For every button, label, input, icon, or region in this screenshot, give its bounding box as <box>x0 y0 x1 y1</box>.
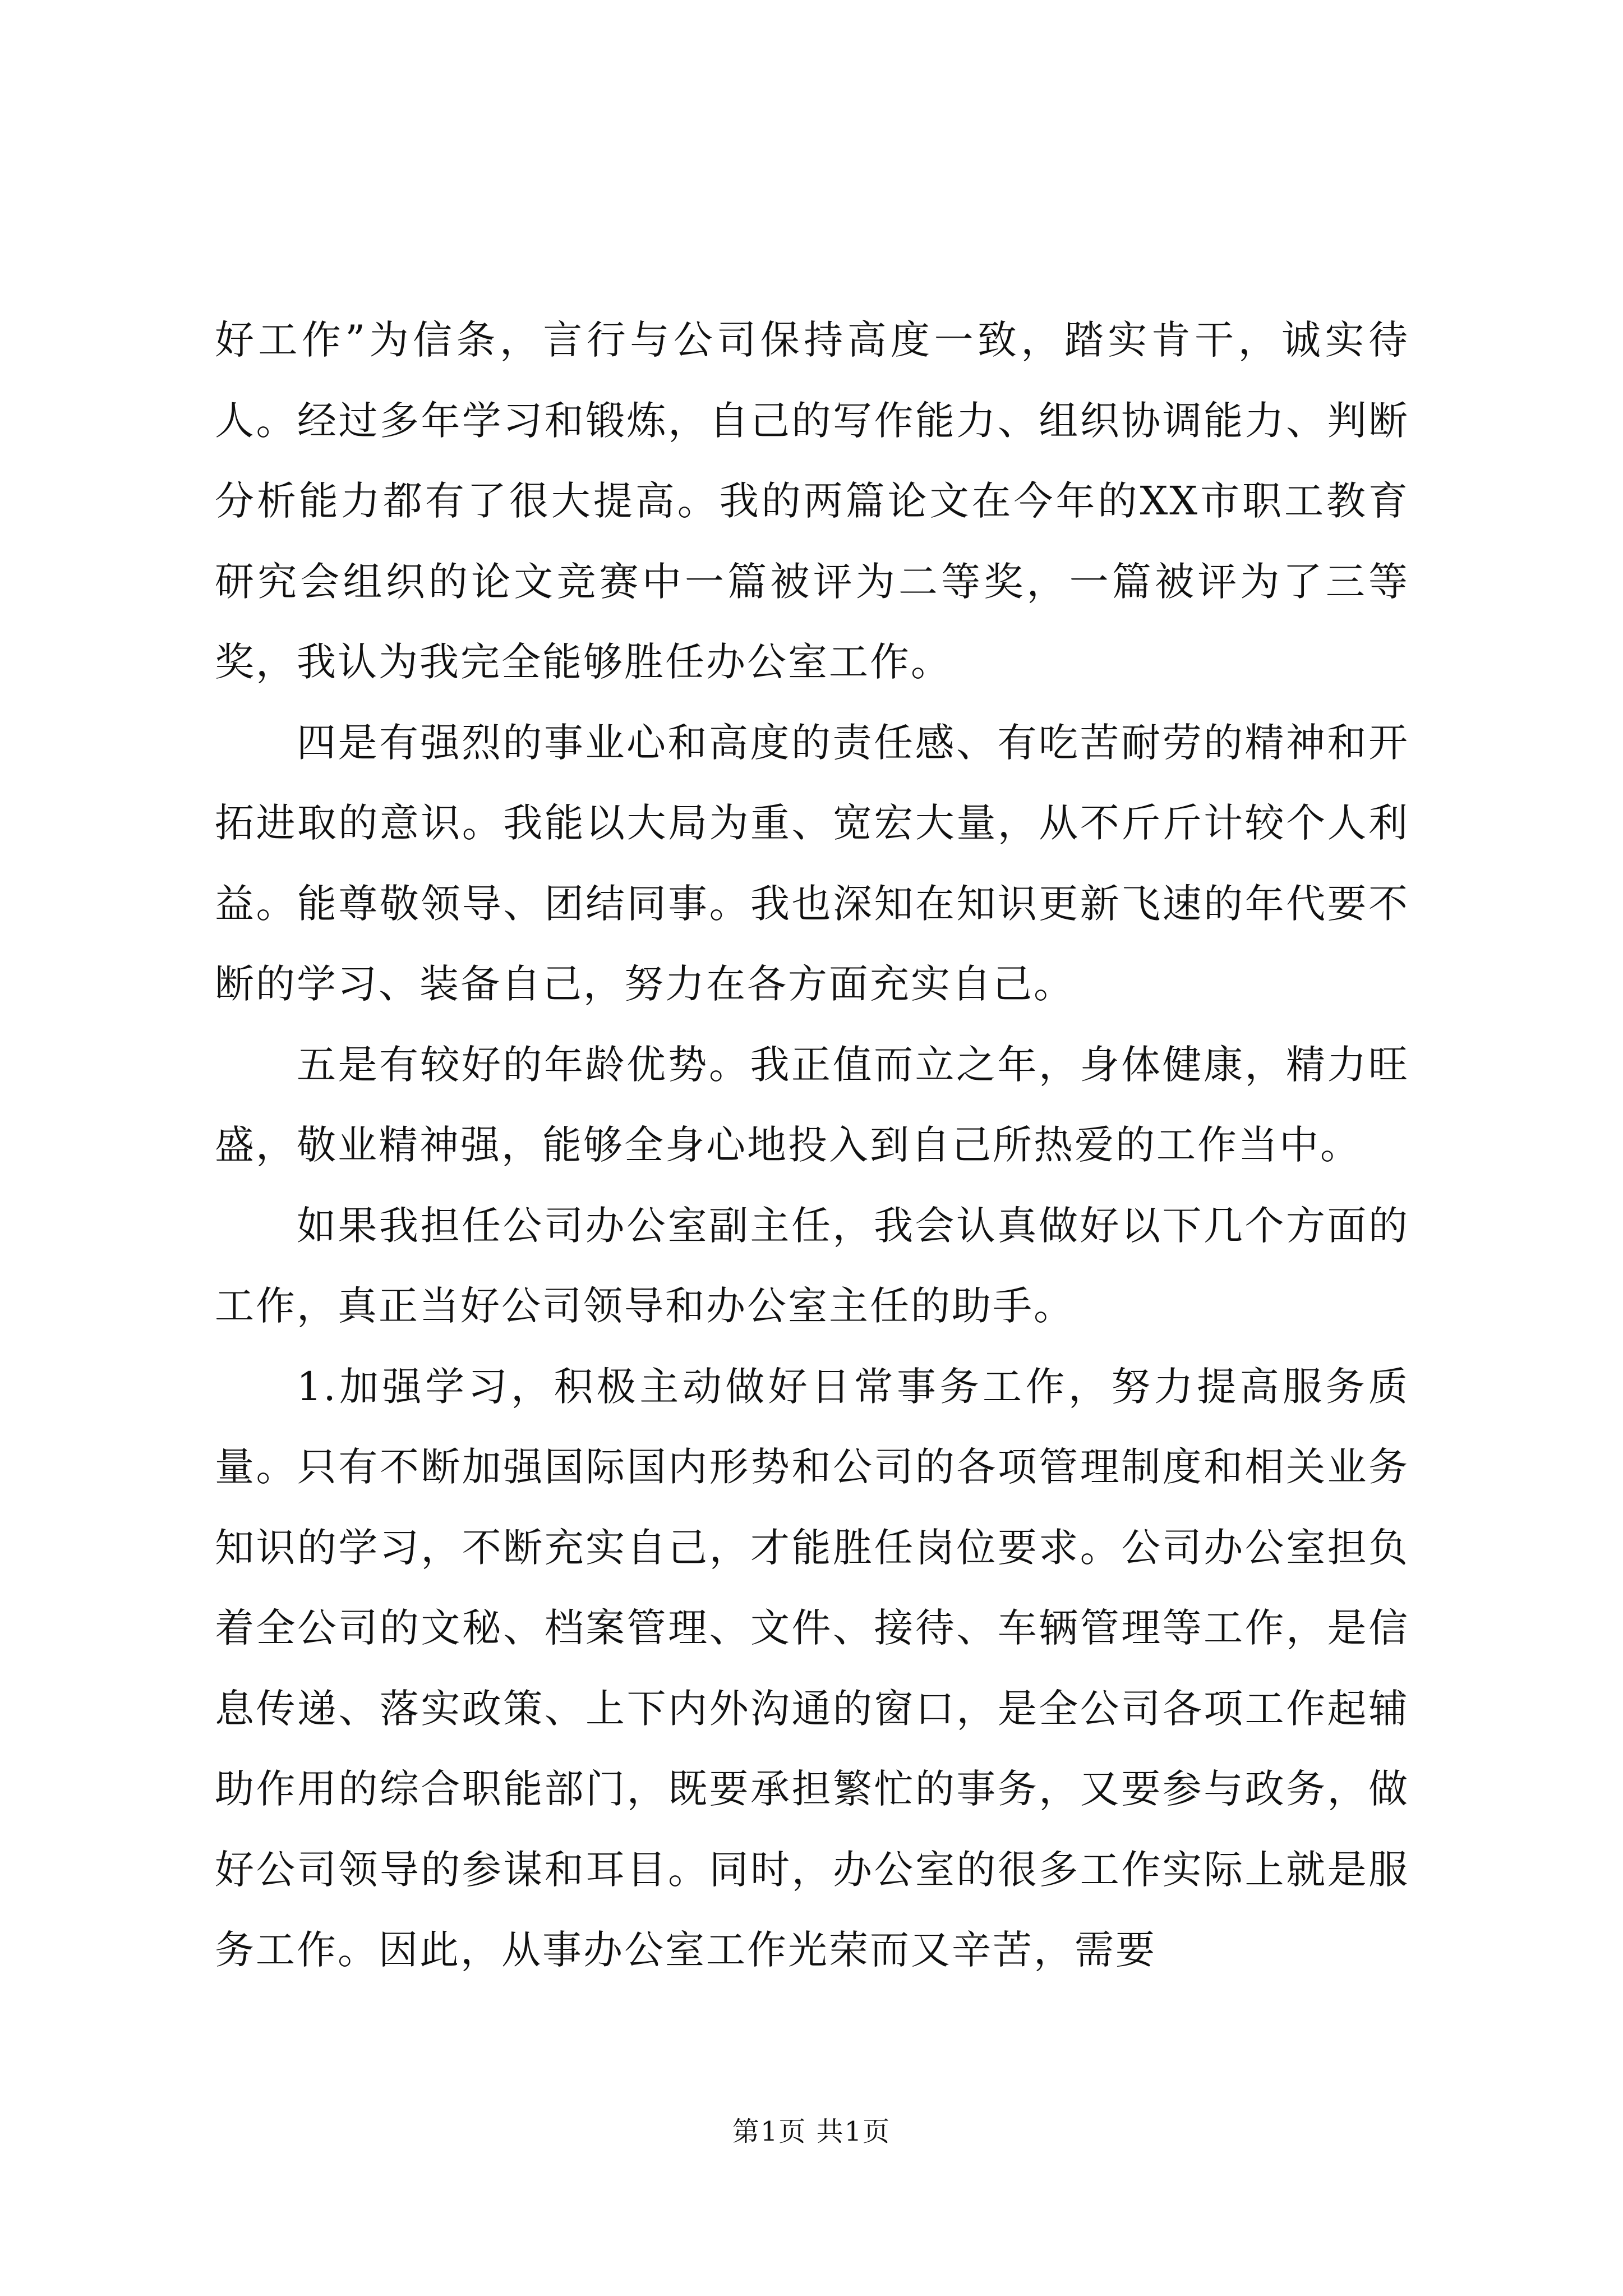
paragraph-point-five: 五是有较好的年龄优势。我正值而立之年，身体健康，精力旺盛，敬业精神强，能够全身心地投入到自己所热爱的工作当中。 <box>215 1041 1409 1168</box>
paragraph-continuation: 好工作”为信条，言行与公司保持高度一致，踏实肯干，诚实待人。经过多年学习和锻炼，自己的写作能力、组织协调能力、判断分析能力都有了很大提高。我的两篇论文在今年的XX市职工教育研究会组织的论文竞赛中一篇被评为二等奖，一篇被评为了三等奖，我认为我完全能够胜任办公室工作。 <box>215 317 1409 685</box>
page-footer: 第1页 共1页 <box>732 2116 891 2147</box>
document-body <box>215 300 1409 1991</box>
paragraph-if-appointed: 如果我担任公司办公室副主任，我会认真做好以下几个方面的工作，真正当好公司领导和办公室主任的助手。 <box>215 1202 1409 1329</box>
paragraph-item-one: 1.加强学习，积极主动做好日常事务工作，努力提高服务质量。只有不断加强国际国内形势和公司的各项管理制度和相关业务知识的学习，不断充实自己，才能胜任岗位要求。公司办公室担负着全公司的文秘、档案管理、文件、接待、车辆管理等工作，是信息传递、落实政策、上下内外沟通的窗口，是全公司各项工作起辅助作用的综合职能部门，既要承担繁忙的事务，又要参与政务，做好公司领导的参谋和耳目。同时，办公室的很多工作实际上就是服务工作。因此，从事办公室工作光荣而又辛苦，需要 <box>215 1363 1409 1973</box>
paragraph-point-four: 四是有强烈的事业心和高度的责任感、有吃苦耐劳的精神和开拓进取的意识。我能以大局为重、宽宏大量，从不斤斤计较个人利益。能尊敬领导、团结同事。我也深知在知识更新飞速的年代要不断的学习、装备自己，努力在各方面充实自己。 <box>215 719 1409 1007</box>
